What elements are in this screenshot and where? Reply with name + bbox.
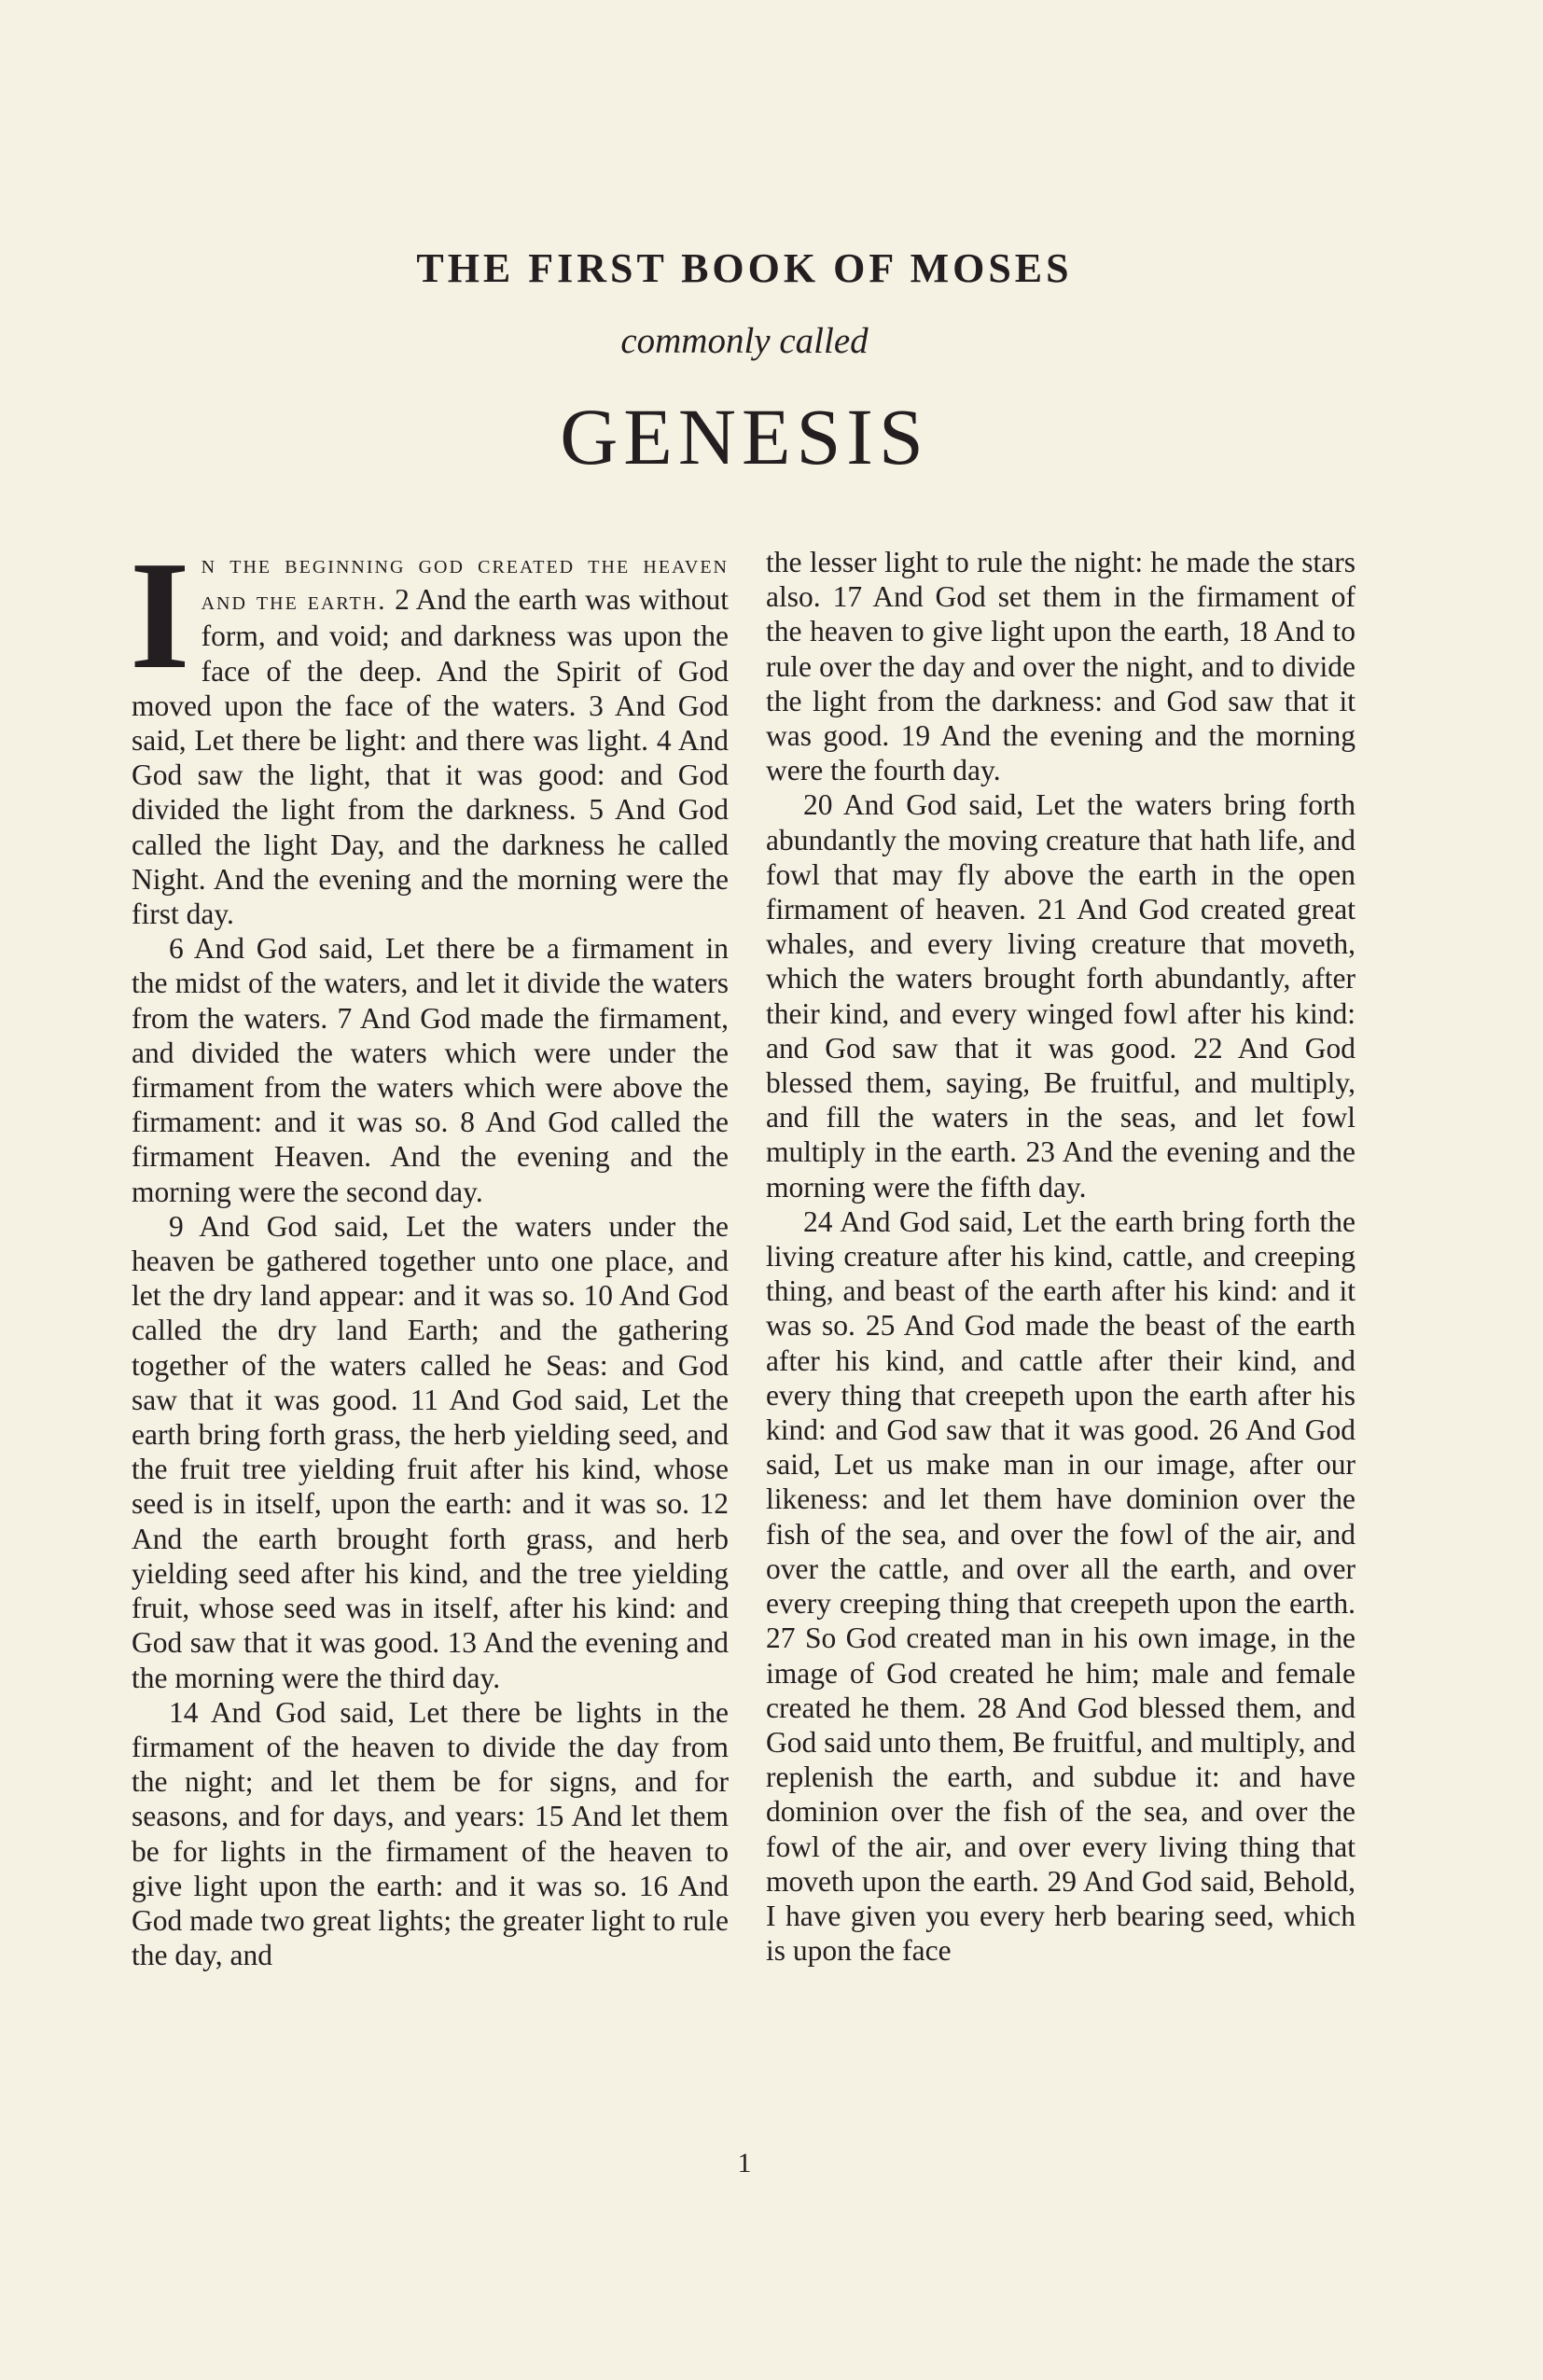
book-header [0, 241, 1489, 483]
page-number: 1 [737, 2148, 752, 2178]
paragraph-6: 20 And God said, Let the waters bring forth abundantly the moving creature that hath life, and fowl that may fly above the earth in the open firmament of heaven. 21 And God created great whales, and every living creature that moveth, which the waters brought forth abundantly, after their kind, and every winged fowl after his kind: and God saw that it was good. 22 And God blessed them, saying, Be fruitful, and multiply, and fill the waters in the seas, and let fowl multiply in the earth. 23 And the evening and the morning were the fifth day. [766, 788, 1355, 1204]
left-column [130, 529, 729, 1972]
paragraph-3: 9 And God said, Let the waters under the heaven be gathered together unto one place, and let the dry land appear: and it was so. 10 And God called the dry land Earth; and the gathering together of the waters called he Seas: and God saw that it was good. 11 And God said, Let the earth bring forth grass, the herb yielding seed, and the fruit tree yielding fruit after his kind, whose seed is in itself, upon the earth: and it was so. 12 And the earth brought forth grass, and herb yielding seed after his kind, and the tree yielding fruit, whose seed was in itself, after his kind: and God saw that it was good. 13 And the evening and the morning were the third day. [132, 1209, 729, 1694]
drop-cap: I [130, 529, 190, 701]
opening-smallcaps: n the beginning god created the heaven and the earth. [201, 550, 729, 617]
book-subtitle: commonly called [620, 321, 869, 361]
paragraph-5: the lesser light to rule the night: he made the stars also. 17 And God set them in the firmament of the heaven to give light upon the earth, 18 And to rule over the day and over the night, and to divide the light from the darkness: and God saw that it was good. 19 And the evening and the morning were the fourth day. [766, 546, 1355, 787]
paragraph-4: 14 And God said, Let there be lights in the firmament of the heaven to divide the day from the night; and let them be for signs, and for seasons, and for days, and years: 15 And let them be for lights in the firmament of the heaven to give light upon the earth: and it was so. 16 And God made two great lights; the greater light to rule the day, and [132, 1695, 729, 1972]
paragraph-7: 24 And God said, Let the earth bring forth the living creature after his kind, cattle, and creeping thing, and beast of the earth after his kind: and it was so. 25 And God made the beast of the earth after his kind, and cattle after their kind, and every thing that creepeth upon the earth after his kind: and God saw that it was good. 26 And God said, Let us make man in our image, after our likeness: and let them have dominion over the fish of the sea, and over the fowl of the air, and over the cattle, and over all the earth, and over every creeping thing that creepeth upon the earth. 27 So God created man in his own image, in the image of God created he him; male and female created he them. 28 And God blessed them, and God said unto them, Be fruitful, and multiply, and replenish the earth, and subdue it: and have dominion over the fish of the sea, and over the fowl of the air, and over every living thing that moveth upon the earth. 29 And God said, Behold, I have given you every herb bearing seed, which is upon the face [766, 1204, 1355, 1968]
paragraph-2: 6 And God said, Let there be a firmament in the midst of the waters, and let it divide the waters from the waters. 7 And God made the firmament, and divided the waters which were under the firmament from the waters which were above the firmament: and it was so. 8 And God called the firmament Heaven. And the evening and the morning were the second day. [132, 932, 729, 1208]
paragraph-1-text: 2 And the earth was without form, and void; and darkness was upon the face of the deep. And the Spirit of God moved upon the face of the waters. 3 And God said, Let there be light: and there was light. 4 And God saw the light, that it was good: and God divided the light from the darkness. 5 And God called the light Day, and the darkness he called Night. And the evening and the morning were the first day. [132, 583, 729, 931]
book-title: THE FIRST BOOK OF MOSES [416, 245, 1073, 291]
right-column [766, 545, 1355, 1968]
main-title: GENESIS [560, 392, 929, 481]
paragraph-1 [130, 529, 729, 931]
